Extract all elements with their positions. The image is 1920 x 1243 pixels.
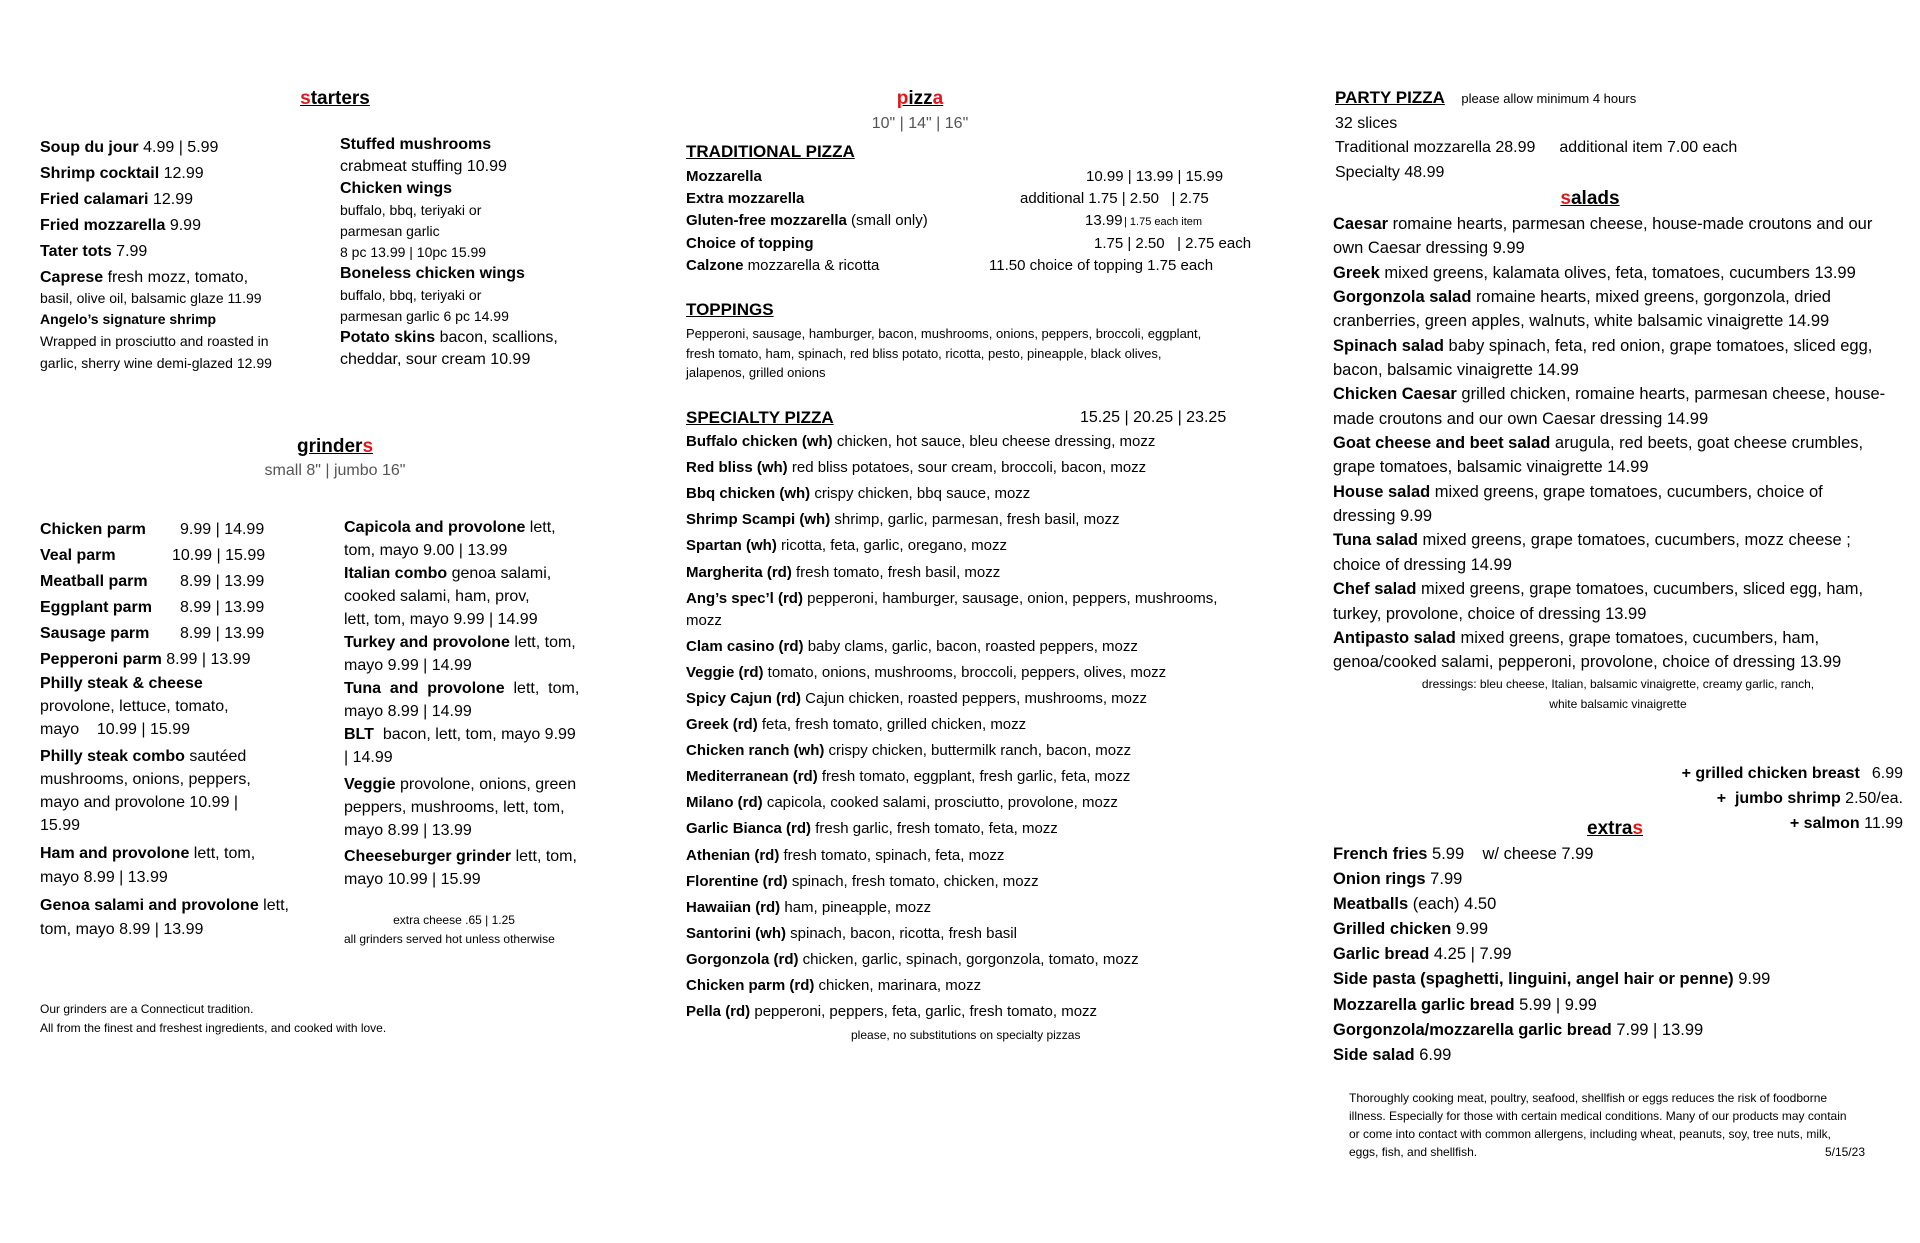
salad-desc: romaine hearts, mixed greens, gorgonzola, dried (1471, 288, 1831, 307)
extras-price: 9.99 (1733, 970, 1771, 989)
salad-desc: mixed greens, grape tomatoes, cucumbers, ham, (1455, 628, 1820, 647)
specialty-pizza-row (686, 767, 1130, 787)
traditional-pizza-title: TRADITIONAL PIZZA (686, 142, 855, 161)
tuna-item: Tuna and provolone lett, tom, (344, 680, 580, 697)
specialty-desc: crispy chicken, bbq sauce, mozz (810, 485, 1031, 503)
salad-desc: genoa/cooked salami, pepperoni, provolone, choice of dressing 13.99 (1333, 653, 1842, 672)
grinder-price: 10.99 | 15.99 (172, 547, 266, 564)
specialty-desc: spinach, bacon, ricotta, fresh basil (786, 924, 1017, 942)
food-warning: Thoroughly cooking meat, poultry, seafood, shellfish or eggs reduces the risk of foodborne illness. Especially for those with certain medical conditions. Many of our products may contain or come into contact with common allergens, including wheat, peanuts, soy, tree nuts, milk, eggs, fish, and shellfish. 5/15/23 (1349, 1091, 1865, 1159)
specialty-desc: chicken, marinara, mozz (814, 976, 982, 994)
salad-line (1333, 286, 1913, 310)
party-specialty: Specialty 48.99 (1335, 164, 1445, 181)
specialty-pizza-row (686, 589, 1217, 609)
salad-name: Chef salad (1333, 580, 1417, 599)
specialty-pizza-row (686, 484, 1030, 504)
specialty-pizza-row (686, 432, 1155, 452)
starter-item (40, 239, 310, 265)
salad-name: Greek (1333, 263, 1380, 282)
specialty-pizza-row (686, 715, 1026, 735)
salad-desc: own Caesar dressing 9.99 (1333, 239, 1525, 258)
salad-desc: turkey, provolone, choice of dressing 13.99 (1333, 604, 1647, 623)
tradition-note-2: All from the finest and freshest ingredients, and cooked with love. (40, 1021, 387, 1035)
specialty-name: Veggie (rd) (686, 664, 764, 682)
extras-item (1333, 918, 1770, 943)
specialty-pizza-row (686, 846, 1004, 866)
traditional-pizza-row (686, 234, 813, 254)
traditional-pizza-row (686, 189, 804, 209)
extras-price: 9.99 (1451, 920, 1488, 939)
specialty-desc: ricotta, feta, garlic, oregano, mozz (776, 537, 1007, 555)
no-substitutions-note: please, no substitutions on specialty pizzas (851, 1028, 1081, 1042)
pizza-title: pizza (896, 88, 944, 109)
specialty-name: Santorini (wh) (686, 924, 786, 942)
specialty-desc: baby clams, garlic, bacon, roasted peppers, mozz (803, 638, 1138, 656)
pizza-name: Mozzarella (686, 168, 762, 185)
ham-provolone-desc: mayo 8.99 | 13.99 (40, 869, 168, 886)
genoa-provolone-desc: tom, mayo 8.99 | 13.99 (40, 921, 204, 938)
italian-combo-desc-3: lett, tom, mayo 9.99 | 14.99 (344, 611, 538, 628)
extras-item (1333, 1019, 1770, 1044)
salad-desc: choice of dressing 14.99 (1333, 555, 1512, 574)
specialty-pizza-title: SPECIALTY PIZZA (686, 408, 834, 427)
salad-line (1333, 627, 1913, 651)
specialty-desc: Cajun chicken, roasted peppers, mushrooms, mozz (801, 690, 1148, 708)
salad-line (1333, 262, 1913, 286)
menu-date: 5/15/23 (1824, 1145, 1865, 1159)
salad-line (1333, 554, 1913, 578)
salad-name: Chicken Caesar (1333, 385, 1457, 404)
salads-title: salads (1560, 188, 1620, 209)
specialty-pizza-row (686, 689, 1147, 709)
extras-price: 4.25 | 7.99 (1429, 945, 1512, 964)
party-pizza-header: PARTY PIZZA please allow minimum 4 hours (1335, 88, 1637, 107)
extras-name: French fries (1333, 845, 1428, 863)
salad-line (1333, 603, 1913, 627)
potato-skins-item: Potato skins bacon, scallions, (340, 329, 558, 346)
grinder-item (40, 595, 320, 621)
specialty-name: Clam casino (rd) (686, 638, 804, 656)
toppings-title: TOPPINGS (686, 300, 774, 319)
genoa-provolone-item: Genoa salami and provolone lett, (40, 897, 289, 914)
salad-line (1333, 359, 1913, 383)
traditional-pizza-row (686, 256, 879, 276)
caprese-item: Caprese fresh mozz, tomato, (40, 269, 249, 286)
specialty-name: Margherita (rd) (686, 563, 792, 581)
specialty-pizza-row (686, 819, 1058, 839)
salad-line (1333, 310, 1913, 334)
starter-name: Tater tots (40, 243, 112, 260)
salad-line (1333, 456, 1913, 480)
salad-name: Tuna salad (1333, 531, 1418, 550)
veggie-desc-3: mayo 8.99 | 13.99 (344, 822, 472, 839)
grinder-name: Chicken parm (40, 521, 146, 538)
philly-steak-desc-2: mayo 10.99 | 15.99 (40, 721, 191, 738)
specialty-desc: pepperoni, peppers, feta, garlic, fresh tomato, mozz (750, 1002, 1098, 1020)
specialty-name: Milano (rd) (686, 794, 763, 812)
specialty-pizza-row (686, 872, 1039, 892)
extras-price: 5.99 w/ cheese 7.99 (1427, 845, 1594, 863)
grinder-price: 9.99 | 14.99 (180, 521, 265, 538)
stuffed-mushrooms-name: Stuffed mushrooms (340, 136, 492, 153)
specialty-name: Athenian (rd) (686, 846, 780, 864)
toppings-line-3: jalapenos, grilled onions (686, 365, 826, 380)
specialty-pizza-row (686, 924, 1017, 944)
pizza-name: Choice of topping (686, 234, 814, 252)
grinders-title: grinders (296, 436, 374, 457)
starter-item (40, 135, 310, 161)
starters-title: starters (300, 88, 370, 109)
grinder-item (40, 543, 320, 569)
extras-item (1333, 868, 1770, 893)
specialty-name: Garlic Bianca (rd) (686, 820, 812, 838)
pizza-price: 13.99 (1085, 212, 1123, 230)
philly-combo-desc-3: mayo and provolone 10.99 | (40, 794, 239, 811)
specialty-pizza-row (686, 976, 981, 996)
salad-line (1333, 505, 1913, 529)
toppings-list (686, 324, 1201, 383)
specialty-name: Spicy Cajun (rd) (686, 690, 802, 708)
salad-name: Gorgonzola salad (1333, 288, 1472, 307)
specialty-pizza-row (686, 458, 1146, 478)
specialty-name: Buffalo chicken (wh) (686, 433, 833, 450)
specialty-desc: shrimp, garlic, parmesan, fresh basil, mozz (830, 511, 1120, 529)
specialty-pizza-row (686, 950, 1139, 970)
grinder-name: Sausage parm (40, 625, 150, 642)
extras-price: 5.99 | 9.99 (1514, 995, 1597, 1014)
specialty-name: Chicken ranch (wh) (686, 742, 825, 760)
starters-left-column (40, 135, 310, 373)
specialty-desc: chicken, garlic, spinach, gorgonzola, tomato, mozz (798, 950, 1139, 968)
starter-name: Soup du jour (40, 139, 139, 156)
boneless-wings-desc-1: buffalo, bbq, teriyaki or (340, 287, 482, 303)
specialty-pizza-row (686, 898, 931, 918)
angelo-desc-1: Wrapped in prosciutto and roasted in (40, 333, 269, 349)
addon-jumbo-shrimp: + jumbo shrimp 2.50/ea. (1716, 790, 1903, 807)
specialty-name: Red bliss (wh) (686, 459, 788, 477)
specialty-name: Shrimp Scampi (wh) (686, 511, 831, 529)
philly-combo-desc-2: mushrooms, onions, peppers, (40, 771, 251, 788)
specialty-name: Bbq chicken (wh) (686, 485, 811, 503)
salad-line (1333, 383, 1913, 407)
party-traditional: Traditional mozzarella 28.99 additional item 7.00 each (1335, 139, 1738, 156)
grinder-item (40, 517, 320, 543)
starter-name: Shrimp cocktail (40, 165, 160, 182)
tradition-note-1: Our grinders are a Connecticut tradition. (40, 1002, 254, 1016)
grinders-left-list (40, 517, 320, 647)
specialty-pizza-row (686, 1002, 1097, 1022)
specialty-name: Mediterranean (rd) (686, 768, 818, 786)
pizza-extra: mozzarella & ricotta (743, 256, 880, 274)
specialty-desc: pepperoni, hamburger, sausage, onion, peppers, mushrooms, (802, 589, 1218, 607)
italian-combo-desc-2: cooked salami, ham, prov, (344, 588, 530, 605)
grinder-price: 8.99 | 13.99 (180, 599, 265, 616)
pizza-sizes: 10" | 14" | 16" (871, 115, 969, 132)
specialty-desc: spinach, fresh tomato, chicken, mozz (787, 872, 1039, 890)
starter-name: Fried mozzarella (40, 217, 166, 234)
grinder-price: 8.99 | 13.99 (180, 573, 265, 590)
salad-name: Caesar (1333, 215, 1389, 233)
extras-price: 6.99 (1414, 1045, 1452, 1064)
salad-name: Spinach salad (1333, 336, 1444, 355)
boneless-wings-desc-2: parmesan garlic 6 pc 14.99 (340, 308, 509, 324)
starter-price: 4.99 | 5.99 (138, 139, 219, 156)
salad-line (1333, 481, 1913, 505)
specialty-desc-cont: mozz (686, 611, 722, 629)
gluten-free-note: | 1.75 each item (1124, 216, 1203, 229)
stuffed-mushrooms-desc: crabmeat stuffing 10.99 (340, 158, 507, 175)
potato-skins-desc: cheddar, sour cream 10.99 (340, 351, 531, 368)
specialty-name: Greek (rd) (686, 716, 758, 734)
extras-name: Grilled chicken (1333, 920, 1452, 939)
pizza-extra: (small only) (846, 212, 928, 230)
extras-name: Garlic bread (1333, 945, 1430, 964)
philly-steak-desc-1: provolone, lettuce, tomato, (40, 698, 229, 715)
chicken-wings-name: Chicken wings (340, 180, 453, 197)
salad-line (1333, 237, 1913, 261)
grinder-name: Meatball parm (40, 573, 148, 590)
starters-left-list (40, 135, 310, 265)
pizza-name: Calzone (686, 256, 744, 274)
extras-price: (each) 4.50 (1408, 895, 1497, 914)
specialty-desc: chicken, hot sauce, bleu cheese dressing, mozz (832, 433, 1156, 450)
salad-name: Antipasto salad (1333, 628, 1456, 647)
specialty-desc: fresh garlic, fresh tomato, feta, mozz (811, 820, 1058, 838)
grinders-sizes: small 8" | jumbo 16" (264, 462, 406, 479)
turkey-item: Turkey and provolone lett, tom, (344, 634, 576, 651)
salad-desc: dressing 9.99 (1333, 507, 1433, 526)
salad-desc: made croutons and our own Caesar dressing 14.99 (1333, 409, 1709, 428)
grinder-price: 8.99 | 13.99 (180, 625, 265, 642)
specialty-pizza-row (686, 536, 1007, 556)
extras-name: Mozzarella garlic bread (1333, 995, 1515, 1014)
salad-line (1333, 432, 1913, 456)
specialty-desc: fresh tomato, eggplant, fresh garlic, feta, mozz (817, 768, 1131, 786)
starter-item (40, 213, 310, 239)
salad-name: House salad (1333, 482, 1431, 501)
specialty-desc: ham, pineapple, mozz (780, 898, 932, 916)
salad-desc: cranberries, green apples, walnuts, white balsamic vinaigrette 14.99 (1333, 312, 1830, 331)
philly-steak-name: Philly steak & cheese (40, 675, 203, 692)
specialty-desc: fresh tomato, spinach, feta, mozz (779, 846, 1005, 864)
chicken-wings-desc-2: parmesan garlic (340, 223, 440, 239)
salad-line (1333, 651, 1913, 675)
philly-combo-desc-4: 15.99 (40, 817, 81, 834)
extras-list (1333, 843, 1770, 1069)
chicken-wings-desc-1: buffalo, bbq, teriyaki or (340, 202, 482, 218)
italian-combo-item: Italian combo genoa salami, (344, 565, 552, 582)
pizza-name: Extra mozzarella (686, 190, 805, 208)
toppings-line-1: Pepperoni, sausage, hamburger, bacon, mushrooms, onions, peppers, broccoli, eggplant, (686, 326, 1202, 341)
extras-item (1333, 943, 1770, 968)
salad-desc: grilled chicken, romaine hearts, parmesan cheese, house- (1456, 385, 1886, 404)
grinder-item (40, 621, 320, 647)
addon-grilled-chicken: + grilled chicken breast 6.99 (1681, 765, 1903, 782)
specialty-desc: tomato, onions, mushrooms, broccoli, peppers, olives, mozz (763, 664, 1167, 682)
cheeseburger-item: Cheeseburger grinder lett, tom, (344, 848, 577, 865)
specialty-desc: feta, fresh tomato, grilled chicken, mozz (757, 716, 1027, 734)
grinder-item (40, 569, 320, 595)
ham-provolone-item: Ham and provolone lett, tom, (40, 845, 256, 862)
pizza-price: 1.75 | 2.50 | 2.75 each (1094, 234, 1252, 252)
grinders-right-column (344, 516, 614, 891)
grinders-left-column (40, 517, 320, 942)
specialty-name: Hawaiian (rd) (686, 898, 781, 916)
salad-desc: grape tomatoes, balsamic vinaigrette 14.99 (1333, 458, 1649, 477)
specialty-name: Chicken parm (rd) (686, 976, 815, 994)
specialty-name: Pella (rd) (686, 1002, 751, 1020)
salad-desc: baby spinach, feta, red onion, grape tomatoes, sliced egg, (1443, 336, 1873, 355)
starter-price: 12.99 (159, 165, 204, 182)
salads-list (1333, 213, 1913, 676)
capicola-item: Capicola and provolone lett, (344, 519, 556, 536)
starter-price: 9.99 (165, 217, 201, 234)
veggie-desc-2: peppers, mushrooms, lett, tom, (344, 799, 565, 816)
specialty-desc: crispy chicken, buttermilk ranch, bacon, mozz (824, 742, 1132, 760)
extras-name: Gorgonzola/mozzarella garlic bread (1333, 1020, 1612, 1039)
salad-line (1333, 408, 1913, 432)
angelo-name: Angelo’s signature shrimp (40, 311, 217, 327)
extras-name: Meatballs (1333, 895, 1409, 914)
salad-desc: bacon, balsamic vinaigrette 14.99 (1333, 361, 1579, 380)
toppings-line-2: fresh tomato, ham, spinach, red bliss potato, ricotta, pesto, pineapple, black olives, (686, 345, 1162, 361)
salad-desc: mixed greens, grape tomatoes, cucumbers, mozz cheese ; (1417, 531, 1851, 550)
specialty-desc: capicola, cooked salami, prosciutto, provolone, mozz (762, 794, 1118, 812)
extras-price: 7.99 | 13.99 (1611, 1020, 1704, 1039)
pizza-price: 10.99 | 13.99 | 15.99 (1086, 168, 1224, 185)
specialty-pizza-row (686, 741, 1131, 761)
pizza-price: 11.50 choice of topping 1.75 each (989, 256, 1214, 274)
blt-item: BLT bacon, lett, tom, mayo 9.99 (344, 726, 576, 743)
salad-desc: romaine hearts, parmesan cheese, house-made croutons and our (1388, 215, 1873, 233)
addon-salmon: + salmon 11.99 (1789, 815, 1903, 832)
capicola-desc: tom, mayo 9.00 | 13.99 (344, 542, 508, 559)
starter-item (40, 161, 310, 187)
veggie-item: Veggie provolone, onions, green (344, 776, 577, 793)
starter-price: 7.99 (111, 243, 148, 260)
specialty-desc: red bliss potatoes, sour cream, broccoli, bacon, mozz (787, 459, 1147, 477)
philly-combo-item: Philly steak combo sautéed (40, 748, 247, 765)
extras-name: Side pasta (spaghetti, linguini, angel hair or penne) (1333, 970, 1734, 989)
specialty-pizza-row (686, 510, 1119, 530)
pizza-name: Gluten-free mozzarella (686, 212, 847, 230)
starters-right-column (340, 134, 600, 371)
tuna-desc: mayo 8.99 | 14.99 (344, 703, 472, 720)
extras-price: 7.99 (1425, 870, 1463, 889)
extras-item (1333, 1044, 1770, 1069)
starter-item (40, 187, 310, 213)
salad-line (1333, 529, 1913, 553)
salad-desc: mixed greens, grape tomatoes, cucumbers, sliced egg, ham, (1416, 580, 1864, 599)
traditional-pizza-row (686, 211, 928, 231)
specialty-name: Florentine (rd) (686, 872, 788, 890)
specialty-name: Ang’s spec’l (rd) (686, 589, 803, 607)
party-slices: 32 slices (1335, 115, 1398, 132)
specialty-name: Gorgonzola (rd) (686, 950, 799, 968)
starter-name: Fried calamari (40, 191, 149, 208)
specialty-pizza-row (686, 663, 1166, 683)
specialty-pizza-row (686, 563, 1000, 583)
dressings-line-1: dressings: bleu cheese, Italian, balsamic vinaigrette, creamy garlic, ranch, (1421, 677, 1815, 691)
extras-name: Onion rings (1333, 870, 1426, 889)
salad-line (1333, 213, 1913, 237)
extras-title: extras (1587, 818, 1643, 839)
salad-line (1333, 578, 1913, 602)
blt-desc: | 14.99 (344, 749, 393, 766)
specialty-pizza-row (686, 637, 1138, 657)
salad-line (1333, 335, 1913, 359)
served-hot-note: all grinders served hot unless otherwise (344, 932, 555, 946)
turkey-desc: mayo 9.99 | 14.99 (344, 657, 472, 674)
dressings-line-2: white balsamic vinaigrette (1549, 697, 1687, 711)
extras-item (1333, 994, 1770, 1019)
grinder-name: Eggplant parm (40, 599, 153, 616)
salad-desc: mixed greens, kalamata olives, feta, tomatoes, cucumbers 13.99 (1379, 263, 1856, 282)
starter-price: 12.99 (148, 191, 193, 208)
pizza-price: additional 1.75 | 2.50 | 2.75 (1020, 190, 1209, 208)
extras-item (1333, 968, 1770, 993)
extras-name: Side salad (1333, 1045, 1415, 1064)
extras-item (1333, 843, 1770, 868)
caprese-desc: basil, olive oil, balsamic glaze 11.99 (40, 290, 262, 306)
specialty-pizza-row (686, 793, 1118, 813)
salad-desc: mixed greens, grape tomatoes, cucumbers, choice of (1430, 482, 1823, 501)
specialty-name: Spartan (wh) (686, 537, 777, 555)
specialty-pizza-prices: 15.25 | 20.25 | 23.25 (1080, 409, 1227, 426)
angelo-desc-2: garlic, sherry wine demi-glazed 12.99 (40, 355, 272, 371)
cheeseburger-desc: mayo 10.99 | 15.99 (344, 871, 481, 888)
salad-desc: arugula, red beets, goat cheese crumbles, (1550, 434, 1864, 453)
salad-name: Goat cheese and beet salad (1333, 434, 1551, 453)
extra-cheese-note: extra cheese .65 | 1.25 (393, 913, 515, 927)
traditional-pizza-row (686, 167, 762, 187)
boneless-wings-name: Boneless chicken wings (340, 265, 525, 282)
grinder-name: Veal parm (40, 547, 116, 564)
pepperoni-parm-item: Pepperoni parm 8.99 | 13.99 (40, 651, 251, 668)
chicken-wings-desc-3: 8 pc 13.99 | 10pc 15.99 (340, 244, 487, 260)
extras-item (1333, 893, 1770, 918)
specialty-desc: fresh tomato, fresh basil, mozz (791, 563, 1001, 581)
